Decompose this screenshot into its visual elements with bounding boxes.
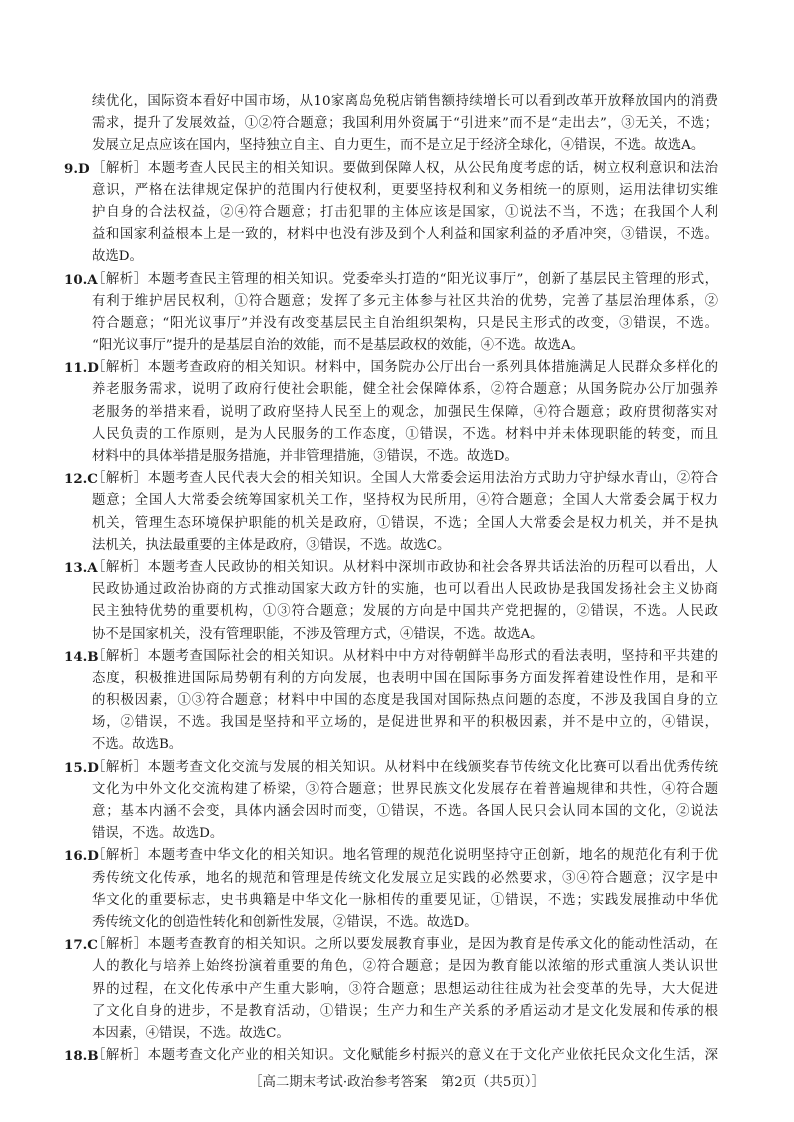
explanation-line: 护自身的合法权益，②④符合题意；打击犯罪的主体应该是国家，①说法不当，不选；在我国个人利 (92, 204, 718, 220)
answer-entry (64, 468, 718, 557)
answer-entry (64, 357, 718, 468)
explanation-line: 民政协通过政治协商的方式推动国家大政方针的实施，也可以看出人民政协是我国发扬社会主义协商 (92, 582, 718, 598)
explanation-line: 法机关，执法最重要的主体是政府，③错误，不选。故选C。 (92, 537, 451, 553)
explanation-line: 人的教化与培养上始终扮演着重要的角色，②符合题意；是因为教育能以浓缩的形式重演人类认识世 (92, 959, 718, 975)
answer-entry (64, 934, 718, 1045)
answer-number: 11.D (64, 360, 99, 377)
explanation-line: 了文化自身的进步，不是教育活动，①错误；生产力和生产关系的矛盾运动才是文化发展和传承的根 (92, 1003, 718, 1019)
page-body (64, 91, 718, 1067)
explanation-line: ［解析］本题考查文化交流与发展的相关知识。从材料中在线颁奖春节传统文化比赛可以看出优秀传统 (92, 759, 718, 775)
answer-number: 17.C (64, 937, 98, 954)
explanation-line: 错误，不选。故选D。 (92, 826, 224, 842)
answer-number: 18.B (64, 1048, 99, 1065)
answer-number: 10.A (64, 271, 98, 288)
answer-number: 13.A (64, 559, 98, 576)
explanation-line: ［解析］本题考查人民政协的相关知识。从材料中深圳市政协和社会各界共话法治的历程可以看出，人 (92, 559, 718, 575)
explanation-line: 文化为中外文化交流构建了桥梁，③符合题意；世界民族文化发展存在着普遍规律和共性，④符合题 (92, 781, 718, 797)
answer-entry (64, 845, 718, 934)
explanation-line: 符合题意；“阳光议事厅”并没有改变基层民主自治组织架构，只是民主形式的改变，③错误，不选。 (92, 315, 718, 331)
intro-continuation (92, 91, 718, 158)
explanation-line: ［解析］本题考查国际社会的相关知识。从材料中中方对待朝鲜半岛形式的看法表明，坚持和平共建的 (92, 648, 718, 664)
answer-number: 12.C (64, 471, 98, 488)
answer-number: 14.B (64, 648, 99, 665)
explanation-line: 养老服务需求，说明了政府行使社会职能，健全社会保障体系，②符合题意；从国务院办公厅加强养 (92, 382, 718, 398)
answer-entry (64, 757, 718, 846)
answer-entry (64, 269, 718, 358)
paragraph-line: 发展立足点应该在国内，坚持独立自主、自力更生，而不是立足于经济全球化，④错误，不选。故选A。 (92, 138, 705, 154)
explanation-line: 的积极因素，①③符合题意；材料中中国的态度是我国对国际热点问题的态度，不涉及我国自身的立 (92, 693, 718, 709)
explanation-line: 材料中的具体举措是服务措施，并非管理措施，③错误，不选。故选D。 (92, 449, 518, 464)
explanation-line: ［解析］本题考查教育的相关知识。之所以要发展教育事业，是因为教育是传承文化的能动性活动，在 (92, 937, 718, 953)
explanation-line: 民主独特优势的重要机构，①③符合题意；发展的方向是中国共产党把握的，②错误，不选。人民政 (92, 604, 718, 620)
paragraph-line: 需求，提升了发展效益，①②符合题意；我国利用外资属于“引进来”而不是“走出去”，③无关，不选； (92, 116, 718, 132)
answer-entry (64, 1045, 718, 1067)
explanation-line: ［解析］本题考查中华文化的相关知识。地名管理的规范化说明坚持守正创新，地名的规范化有利于优 (92, 848, 718, 864)
explanation-line: 界的过程，在文化传承中产生重大影响，③符合题意；思想运动往往成为社会变革的先导，大大促进 (92, 981, 718, 997)
explanation-line: ［解析］本题考查人民民主的相关知识。要做到保障人权，从公民角度考虑的话，树立权利意识和法治 (92, 160, 718, 176)
page-footer: ［高二期末考试·政治参考答案 第2页（共5页）］ (249, 1075, 545, 1090)
explanation-line: 故选D。 (92, 249, 143, 265)
explanation-line: 有利于维护居民权利，①符合题意；发挥了多元主体参与社区共治的优势，完善了基层治理体系，② (92, 293, 718, 309)
explanation-line: 老服务的举措来看，说明了政府坚持人民至上的观念，加强民生保障，④符合题意；政府贯彻落实对 (92, 404, 718, 420)
answer-entry (64, 158, 718, 269)
answer-entry (64, 646, 718, 757)
answer-number: 9.D (64, 160, 90, 177)
explanation-line: ［解析］本题考查人民代表大会的相关知识。全国人大常委会运用法治方式助力守护绿水青山，②符合 (92, 471, 718, 487)
explanation-line: 华文化的重要标志，史书典籍是中华文化一脉相传的重要见证，①错误，不选；实践发展推动中华优 (92, 892, 718, 908)
explanation-line: 人民负责的工作原则，是为人民服务的工作态度，①错误，不选。材料中并未体现职能的转变，而且 (92, 426, 718, 442)
explanation-line: 不选。故选B。 (92, 737, 183, 753)
explanation-line: 秀传统文化传承，地名的规范和管理是传统文化发展立足实践的必然要求，③④符合题意；汉字是中 (92, 870, 718, 886)
explanation-line: ［解析］本题考查政府的相关知识。材料中，国务院办公厅出台一系列具体措施满足人民群众多样化的 (92, 360, 718, 376)
answer-number: 16.D (64, 848, 99, 865)
explanation-line: 益和国家利益根本上是一致的，材料中也没有涉及到个人利益和国家利益的矛盾冲突，③错误，不选。 (92, 227, 718, 243)
explanation-line: 本因素，④错误，不选。故选C。 (92, 1025, 290, 1041)
explanation-line: 协不是国家机关，没有管理职能，不涉及管理方式，④错误，不选。故选A。 (92, 626, 544, 642)
explanation-line: 意识，严格在法律规定保护的范围内行使权利，更要坚持权利和义务相统一的原则，运用法律切实维 (92, 182, 718, 198)
explanation-line: ［解析］本题考查民主管理的相关知识。党委牵头打造的“阳光议事厅”，创新了基层民主管理的形式， (92, 271, 718, 287)
answer-entry (64, 557, 718, 646)
explanation-line: 场，②错误，不选。我国是坚持和平立场的，是促进世界和平的积极因素，并不是中立的，④错误， (92, 715, 718, 731)
explanation-line: 题意；全国人大常委会统筹国家机关工作，坚持权为民所用，④符合题意；全国人大常委会属于权力 (92, 493, 718, 509)
answer-number: 15.D (64, 759, 99, 776)
explanation-line: 意；基本内涵不会变，具体内涵会因时而变，①错误，不选。各国人民只会认同本国的文化，②说法 (92, 804, 718, 819)
explanation-line: ［解析］本题考查文化产业的相关知识。文化赋能乡村振兴的意义在于文化产业依托民众文化生活，深 (92, 1048, 718, 1064)
paragraph-line: 续优化，国际资本看好中国市场，从10家离岛免税店销售额持续增长可以看到改革开放释放国内的消费 (92, 94, 718, 109)
explanation-line: 机关，管理生态环境保护职能的机关是政府，①错误，不选；全国人大常委会是权力机关，并不是执 (92, 515, 718, 531)
explanation-line: 态度，积极推进国际局势朝有利的方向发展，也表明中国在国际事务方面发挥着建设性作用，是和平 (92, 670, 718, 686)
explanation-line: 秀传统文化的创造性转化和创新性发展，②错误，不选。故选D。 (92, 914, 478, 930)
explanation-line: “阳光议事厅”提升的是基层自治的效能，而不是基层政权的效能，④不选。故选A。 (92, 338, 585, 354)
